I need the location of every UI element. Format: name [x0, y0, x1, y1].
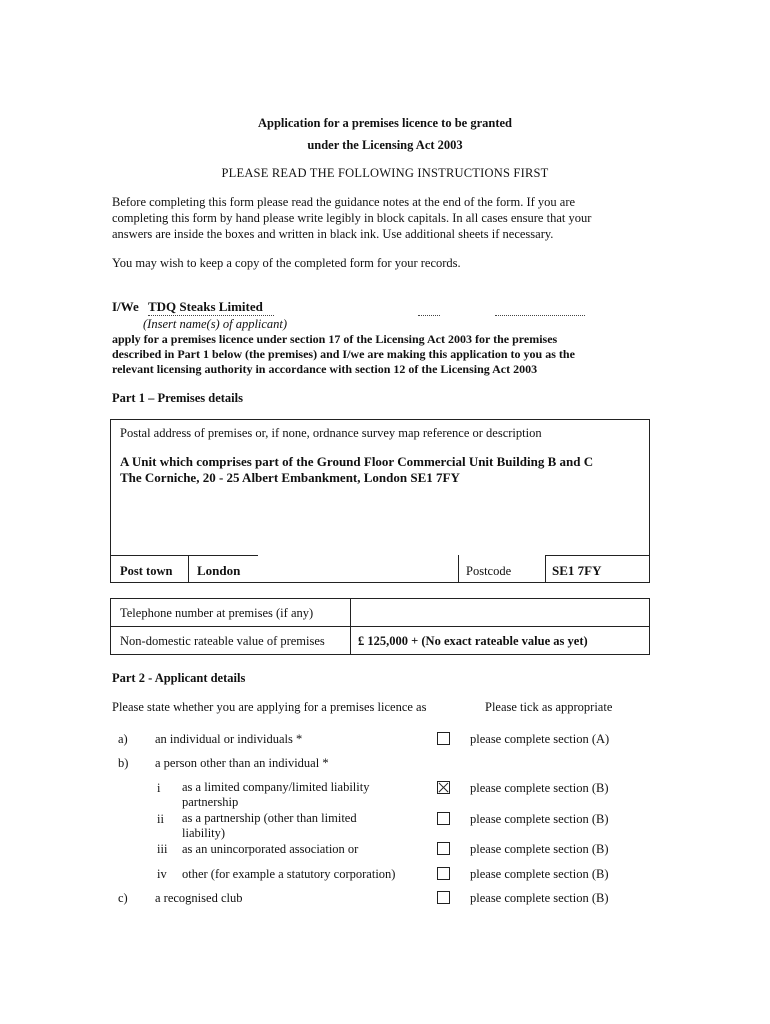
divider: [545, 555, 650, 556]
applicant-prefix: I/We: [112, 299, 139, 314]
intro-line: answers are inside the boxes and written in black ink. Use additional sheets if necessary.: [112, 227, 554, 241]
option-marker: a): [118, 732, 128, 746]
checkbox-recognised-club[interactable]: [437, 891, 450, 904]
form-title: Application for a premises licence to be granted: [257, 116, 513, 130]
post-town-label: Post town: [120, 564, 173, 578]
checkbox-other[interactable]: [437, 867, 450, 880]
telephone-label: Telephone number at premises (if any): [120, 606, 314, 620]
divider: [350, 598, 351, 655]
option-label-line: liability): [182, 826, 226, 840]
checkbox-individual[interactable]: [437, 732, 450, 745]
form-subtitle: under the Licensing Act 2003: [307, 138, 463, 152]
applicant-caption: (Insert name(s) of applicant): [143, 317, 288, 331]
option-action: please complete section (B): [470, 812, 609, 826]
intro-paragraph: [112, 194, 672, 242]
option-action: please complete section (B): [470, 891, 609, 905]
address-label: Postal address of premises or, if none, ordnance survey map reference or description: [120, 426, 542, 440]
instructions-heading: PLEASE READ THE FOLLOWING INSTRUCTIONS FIRST: [221, 166, 549, 180]
apply-line: apply for a premises licence under section 17 of the Licensing Act 2003 for the premises: [112, 332, 558, 346]
option-label: a recognised club: [155, 891, 243, 905]
checkbox-partnership[interactable]: [437, 812, 450, 825]
rateable-value[interactable]: £ 125,000 + (No exact rateable value as yet): [358, 634, 588, 648]
option-marker: b): [118, 756, 129, 770]
divider: [458, 555, 459, 583]
option-marker: c): [118, 891, 128, 905]
option-label: [182, 811, 357, 841]
option-action: please complete section (B): [470, 867, 609, 881]
dotted-line: [495, 314, 585, 316]
apply-paragraph: [112, 332, 672, 377]
option-label-line: as a limited company/limited liability: [182, 780, 370, 794]
intro-line: completing this form by hand please write legibly in block capitals. In all cases ensure that your: [112, 211, 592, 225]
address-box: [110, 419, 650, 583]
checkbox-limited-company[interactable]: [437, 781, 450, 794]
option-label-line: as a partnership (other than limited: [182, 811, 357, 825]
dotted-line: [418, 314, 440, 316]
applicant-name[interactable]: TDQ Steaks Limited: [148, 299, 263, 314]
option-label-line: partnership: [182, 795, 239, 809]
option-marker: iv: [157, 867, 167, 881]
option-action: please complete section (B): [470, 842, 609, 856]
option-marker: iii: [157, 842, 168, 856]
part2-question: Please state whether you are applying for a premises licence as: [112, 700, 427, 714]
option-label: a person other than an individual *: [155, 756, 329, 770]
option-label: [182, 780, 369, 810]
divider: [545, 555, 546, 583]
postcode-label: Postcode: [466, 564, 512, 578]
telephone-input[interactable]: [358, 605, 643, 621]
apply-line: described in Part 1 below (the premises) and I/we are making this application to you as the: [112, 347, 575, 361]
divider: [110, 555, 258, 556]
part2-heading: Part 2 - Applicant details: [112, 671, 246, 685]
divider: [188, 555, 189, 583]
rateable-label: Non-domestic rateable value of premises: [120, 634, 325, 648]
address-line: A Unit which comprises part of the Ground Floor Commercial Unit Building B and C: [120, 454, 594, 469]
apply-line: relevant licensing authority in accordance with section 12 of the Licensing Act 2003: [112, 362, 538, 376]
tick-heading: Please tick as appropriate: [485, 700, 613, 714]
option-label: as an unincorporated association or: [182, 842, 359, 856]
option-marker: i: [157, 781, 161, 795]
postcode-value[interactable]: SE1 7FY: [552, 563, 602, 578]
post-town-value[interactable]: London: [197, 563, 241, 578]
address-line: The Corniche, 20 - 25 Albert Embankment, London SE1 7FY: [120, 470, 460, 485]
option-action: please complete section (A): [470, 732, 610, 746]
option-action: please complete section (B): [470, 781, 609, 795]
part1-heading: Part 1 – Premises details: [112, 391, 243, 405]
intro-line: Before completing this form please read the guidance notes at the end of the form. If you are: [112, 195, 576, 209]
option-label: an individual or individuals *: [155, 732, 303, 746]
address-value[interactable]: [120, 454, 645, 486]
divider: [110, 626, 650, 627]
copy-note: You may wish to keep a copy of the completed form for your records.: [112, 256, 461, 270]
checkbox-unincorporated[interactable]: [437, 842, 450, 855]
option-label: other (for example a statutory corporation): [182, 867, 396, 881]
option-marker: ii: [157, 812, 164, 826]
